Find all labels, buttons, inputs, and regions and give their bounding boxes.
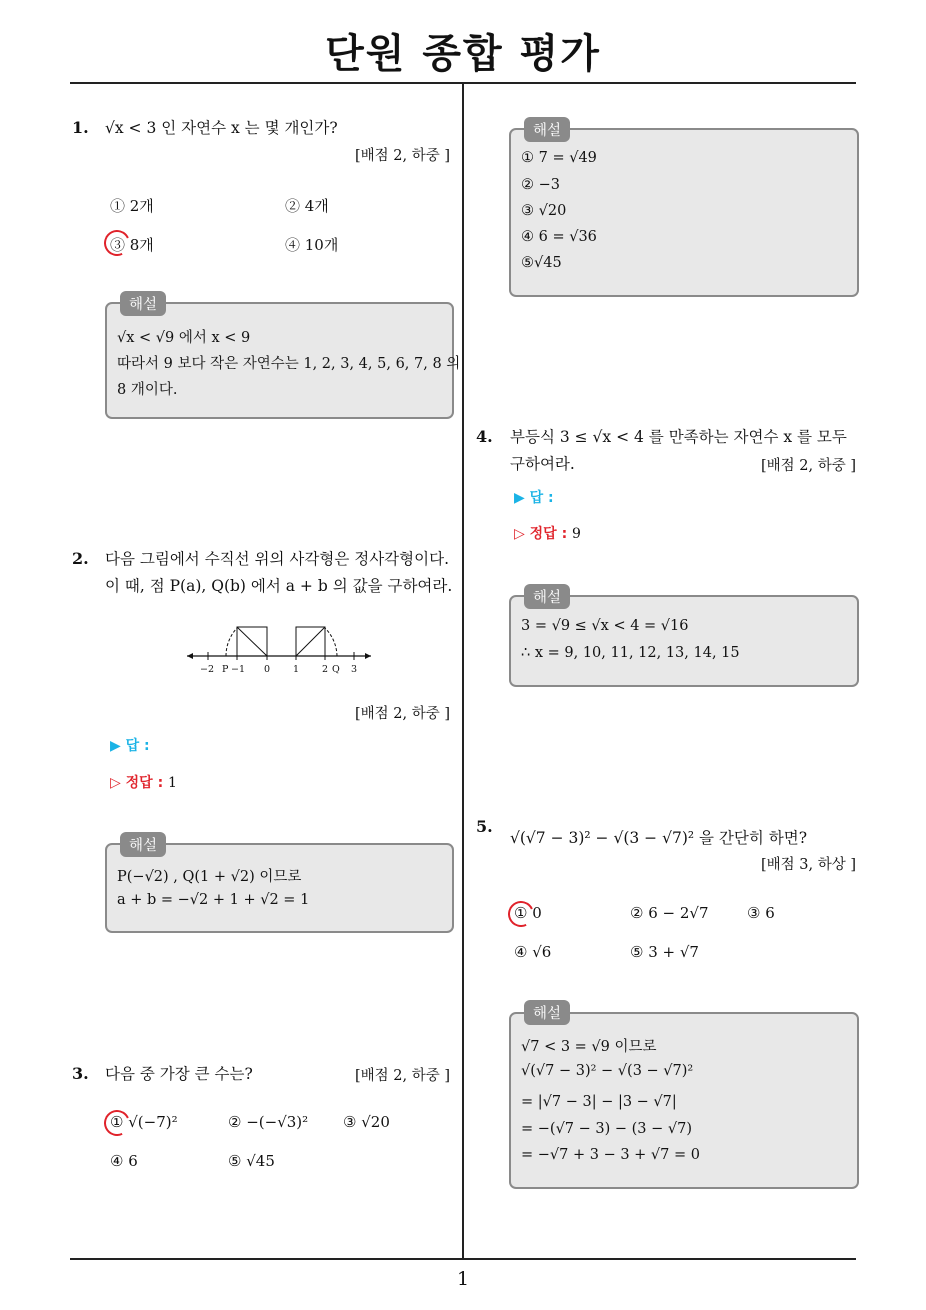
solution-line: ① 7 = √49 [521,150,597,166]
question-meta: [배점 2, 하중 ] [354,148,450,164]
correct-mark-circle [100,1106,133,1139]
page-number: 1 [456,1268,470,1290]
option-4[interactable]: ④ 10개 [285,236,339,254]
question-number: 1. [72,118,89,137]
question-text: 부등식 3 ≤ √x < 4 를 만족하는 자연수 x 를 모두 [510,428,847,446]
correct-mark-circle [504,897,537,930]
tick-label: 2 [322,664,329,675]
option-5[interactable]: ⑤ 3 + √7 [630,943,699,961]
tick-label: −1 [231,664,246,675]
option-1[interactable]: ① √(−7)² [110,1113,178,1131]
number-line-figure [185,620,375,682]
correct-answer: ▷ 정답 : 1 [110,775,177,791]
solution-line: ⑤√45 [521,255,562,271]
question-text: 이 때, 점 P(a), Q(b) 에서 a + b 의 값을 구하여라. [105,577,453,595]
option-1[interactable]: ① 2개 [110,197,154,215]
answer-input-label[interactable]: ▶ 답 : [514,490,554,506]
option-3[interactable]: ③ √20 [343,1113,390,1131]
solution-tag: 해설 [524,584,570,609]
question-text: 다음 중 가장 큰 수는? [105,1065,253,1083]
solution-line: ② −3 [521,177,560,193]
solution-line: = |√7 − 3| − |3 − √7| [521,1094,677,1110]
solution-tag: 해설 [120,291,166,316]
question-text: √x < 3 인 자연수 x 는 몇 개인가? [105,119,338,137]
tick-label: Q [332,664,340,675]
solution-tag: 해설 [524,1000,570,1025]
tick-label: P [222,664,229,675]
question-number: 3. [72,1064,89,1083]
solution-line: = −(√7 − 3) − (3 − √7) [521,1121,693,1137]
solution-line: 따라서 9 보다 작은 자연수는 1, 2, 3, 4, 5, 6, 7, 8 의 [117,356,461,372]
solution-line: √(√7 − 3)² − √(3 − √7)² [521,1063,694,1079]
correct-answer: ▷ 정답 : 9 [514,526,581,542]
solution-line: P(−√2) , Q(1 + √2) 이므로 [117,869,302,885]
page-title: 단원 종합 평가 [325,31,601,77]
solution-line: √7 < 3 = √9 이므로 [521,1039,657,1055]
option-3[interactable]: ③ 8개 [110,236,154,254]
solution-line: a + b = −√2 + 1 + √2 = 1 [117,892,310,908]
question-number: 5. [476,817,493,836]
option-3[interactable]: ③ 6 [747,904,775,922]
solution-line: ∴ x = 9, 10, 11, 12, 13, 14, 15 [521,645,740,661]
question-text: 다음 그림에서 수직선 위의 사각형은 정사각형이다. [105,550,449,568]
tick-label: 0 [264,664,271,675]
option-2[interactable]: ② 6 − 2√7 [630,904,709,922]
solution-line: ④ 6 = √36 [521,229,597,245]
question-meta: [배점 2, 하중 ] [354,1068,450,1084]
solution-tag: 해설 [524,117,570,142]
option-1[interactable]: ① 0 [514,904,542,922]
option-2[interactable]: ② 4개 [285,197,329,215]
bottom-rule [70,1258,856,1260]
solution-line: ③ √20 [521,203,567,219]
question-meta: [배점 2, 하중 ] [354,706,450,722]
solution-line: √x < √9 에서 x < 9 [117,330,251,346]
tick-label: 1 [293,664,300,675]
tick-label: 3 [351,664,358,675]
question-meta: [배점 2, 하중 ] [760,458,856,474]
option-4[interactable]: ④ √6 [514,943,552,961]
option-4[interactable]: ④ 6 [110,1152,138,1170]
question-meta: [배점 3, 하상 ] [760,857,856,873]
question-number: 2. [72,549,89,568]
question-text: √(√7 − 3)² − √(3 − √7)² 을 간단히 하면? [510,829,808,847]
solution-line: 8 개이다. [117,382,178,398]
option-2[interactable]: ② −(−√3)² [228,1113,309,1131]
column-divider [462,83,464,1258]
option-5[interactable]: ⑤ √45 [228,1152,275,1170]
solution-line: = −√7 + 3 − 3 + √7 = 0 [521,1147,700,1163]
solution-tag: 해설 [120,832,166,857]
solution-line: 3 = √9 ≤ √x < 4 = √16 [521,618,689,634]
answer-input-label[interactable]: ▶ 답 : [110,738,150,754]
question-number: 4. [476,427,493,446]
tick-label: −2 [200,664,215,675]
question-text: 구하여라. [510,455,575,473]
